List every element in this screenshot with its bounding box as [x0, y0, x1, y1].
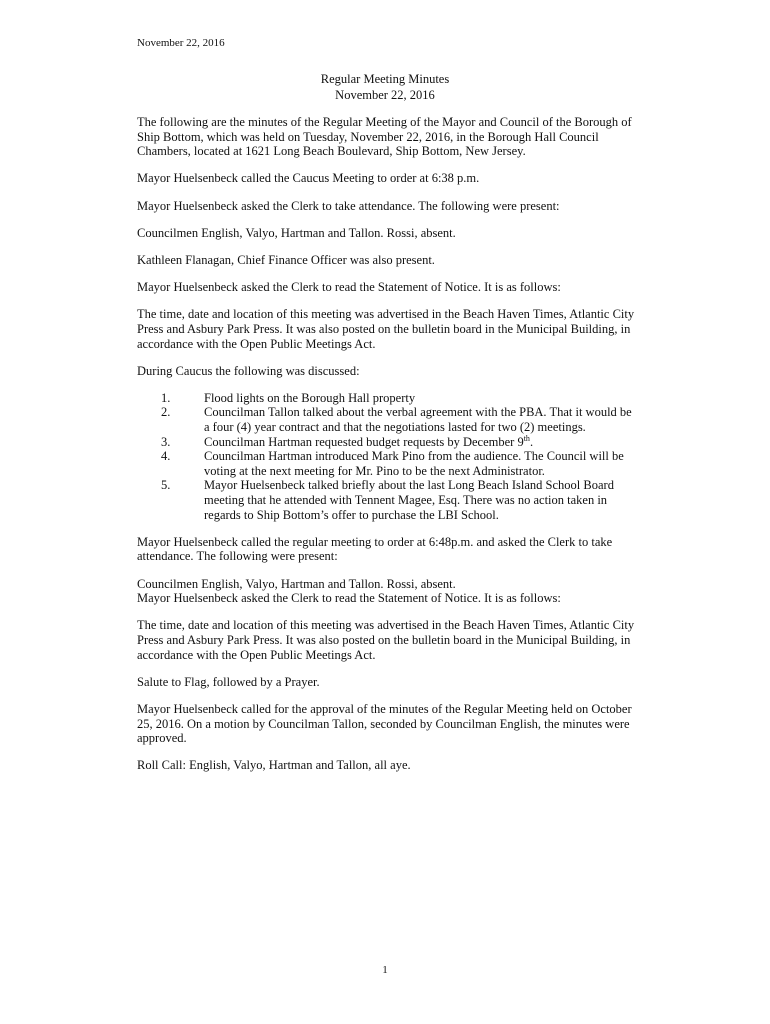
document-title [0, 71, 770, 103]
list-item-text: Councilman Hartman introduced Mark Pino from the audience. The Council will be voting at the next meeting for Mr. Pino to be the next Administrator. [204, 449, 624, 478]
list-item [137, 435, 637, 450]
title-line-1: Regular Meeting Minutes [320, 72, 450, 86]
list-item [137, 405, 637, 434]
notice-paragraph: The time, date and location of this meeting was advertised in the Beach Haven Times, Atlantic City Press and Asbury Park Press. It was also posted on the bulletin board in the Municipal Building, in accordance with the Open Public Meetings Act. [137, 618, 635, 662]
title-line-2: November 22, 2016 [335, 88, 435, 102]
present-paragraph: Councilmen English, Valyo, Hartman and Tallon. Rossi, absent. [137, 225, 456, 240]
notice-paragraph: The time, date and location of this meeting was advertised in the Beach Haven Times, Atlantic City Press and Asbury Park Press. It was also posted on the bulletin board in the Municipal Building, in accordance with the Open Public Meetings Act. [137, 307, 635, 351]
list-item-text-main: Councilman Hartman requested budget requests by December 9 [204, 434, 524, 449]
document-body [137, 115, 637, 786]
page-number: 1 [382, 964, 388, 976]
salute-paragraph: Salute to Flag, followed by a Prayer. [137, 674, 320, 689]
list-item [137, 391, 637, 406]
list-item-text: Councilman Tallon talked about the verbal agreement with the PBA. That it would be a four (4) year contract and that the negotiations lasted for two (2) meetings. [204, 405, 632, 435]
list-item-number: 4. [161, 449, 171, 464]
present-paragraph: Councilmen English, Valyo, Hartman and Tallon. Rossi, absent. [137, 576, 456, 591]
list-item [137, 449, 637, 478]
list-item-number: 3. [161, 434, 171, 449]
intro-paragraph: The following are the minutes of the Regular Meeting of the Mayor and Council of the Borough of Ship Bottom, which was held on Tuesday, November 22, 2016, in the Borough Hall Council Chambers, located at 1621 Long Beach Boulevard, Ship Bottom, New Jersey. [137, 115, 632, 159]
list-item-number: 1. [161, 390, 171, 405]
list-item-text: Flood lights on the Borough Hall property [204, 390, 416, 405]
notice-request-paragraph: Mayor Huelsenbeck asked the Clerk to read the Statement of Notice. It is as follows: [137, 591, 561, 606]
attendance-request-paragraph: Mayor Huelsenbeck asked the Clerk to take attendance. The following were present: [137, 198, 560, 213]
roll-call-paragraph: Roll Call: English, Valyo, Hartman and Tallon, all aye. [137, 758, 411, 773]
list-item-text [190, 435, 637, 450]
list-item-text: Mayor Huelsenbeck talked briefly about the last Long Beach Island School Board meeting that he attended with Tennent Magee, Esq. There was no action taken in regards to Ship Bottom’s offer to purchase the LBI School. [204, 478, 614, 522]
list-item [137, 478, 637, 522]
ordinal-suffix: th [523, 433, 530, 443]
cfo-paragraph: Kathleen Flanagan, Chief Finance Officer was also present. [137, 252, 435, 267]
caucus-discussed-paragraph: During Caucus the following was discussed: [137, 363, 360, 378]
caucus-call-paragraph: Mayor Huelsenbeck called the Caucus Meeting to order at 6:38 p.m. [137, 171, 480, 186]
caucus-items-list [137, 391, 637, 522]
list-item-number: 2. [161, 405, 171, 420]
notice-request-paragraph: Mayor Huelsenbeck asked the Clerk to read the Statement of Notice. It is as follows: [137, 280, 561, 295]
list-item-number: 5. [161, 478, 171, 493]
header-date: November 22, 2016 [137, 37, 225, 49]
list-item-text-end: . [529, 434, 534, 449]
minutes-approval-paragraph: Mayor Huelsenbeck called for the approval of the minutes of the Regular Meeting held on October 25, 2016. On a motion by Councilman Tallon, seconded by Councilman English, the minutes were approved. [137, 701, 632, 746]
regular-call-paragraph: Mayor Huelsenbeck called the regular meeting to order at 6:48p.m. and asked the Clerk to take attendance. The following were present: [137, 534, 613, 564]
